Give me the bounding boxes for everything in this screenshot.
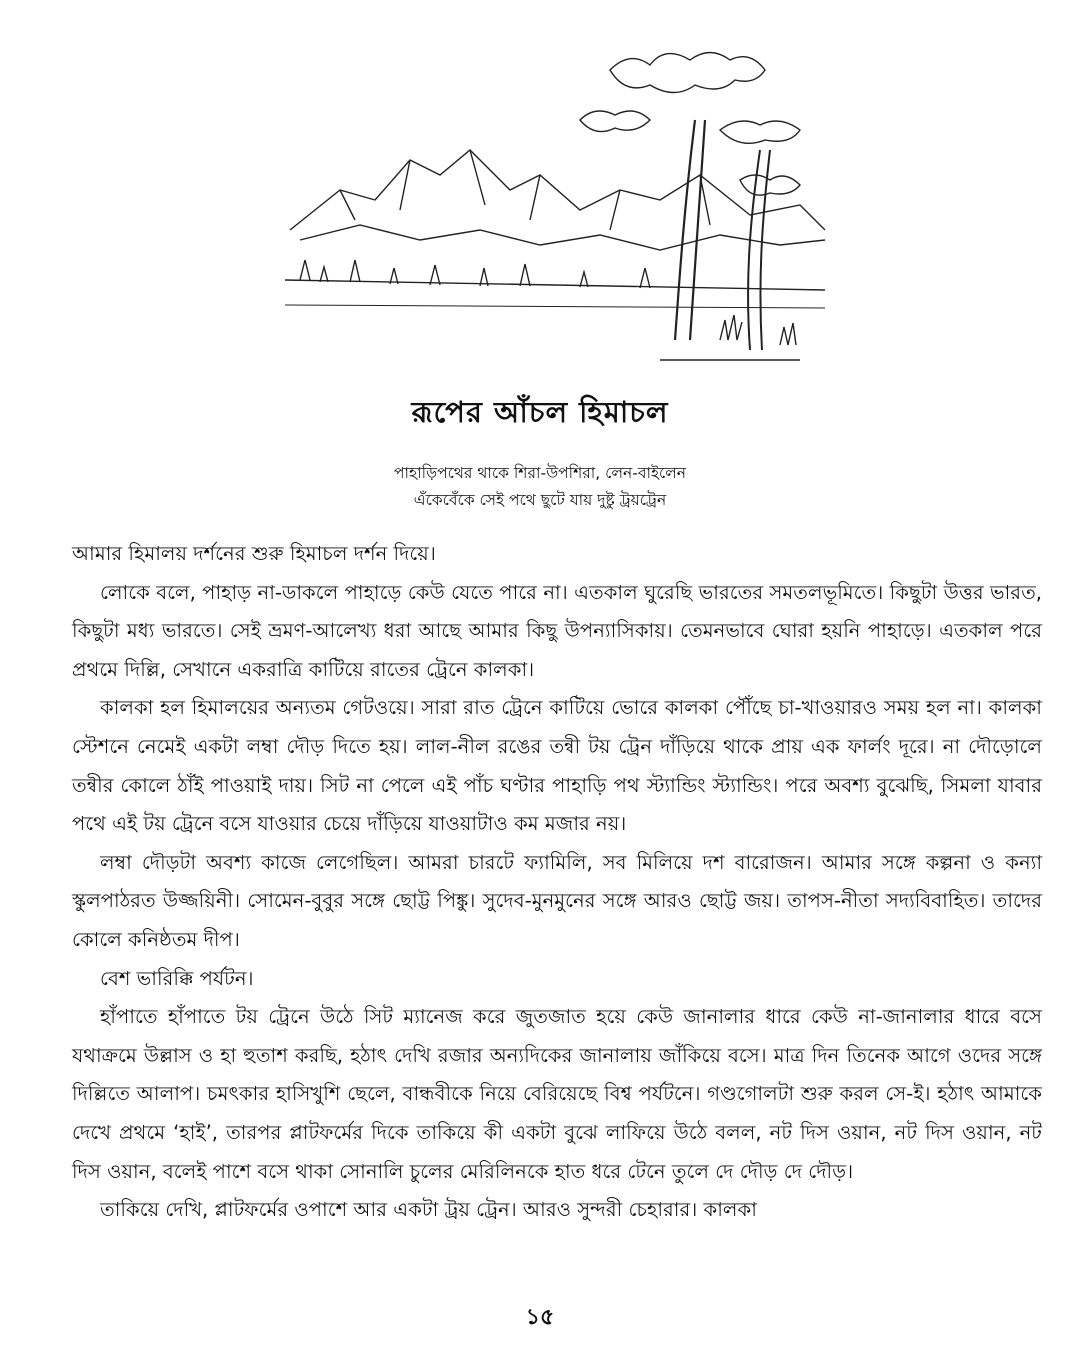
paragraph: বেশ ভারিক্কি পর্যটন। (100, 966, 254, 990)
paragraph: লোকে বলে, পাহাড় না-ডাকলে পাহাড়ে কেউ যেতে পারে না। এতকাল ঘুরেছি ভারতের সমতলভূমিতে। কিছুটা উত্তর ভারত, কিছুটা মধ্য ভারতে। সেই ভ্রমণ-আলেখ্য ধরা আছে আমার কিছু উপন্যাসিকায়। তেমনভাবে ঘোরা হয়নি পাহাড়ে। এতকাল পরে প্রথমে দিল্লি, সেখানে একরাত্রি কাটিয়ে রাতের ট্রেনে কালকা। (72, 580, 1042, 681)
paragraph: তাকিয়ে দেখি, প্লাটফর্মের ওপাশে আর একটা ট্রয় ট্রেন। আরও সুন্দরী চেহারার। কালকা (100, 1198, 757, 1222)
paragraph: আমার হিমালয় দর্শনের শুরু হিমাচল দর্শন দিয়ে। (72, 542, 436, 565)
epigraph-line-2: এঁকেবেঁকে সেই পথে ছুটে যায় দুষ্টু ট্রয়ট্রেন (413, 491, 667, 509)
paragraph: হাঁপাতে হাঁপাতে টয় ট্রেনে উঠে সিট ম্যানেজ করে জুতজাত হয়ে কেউ জানালার ধারে কেউ না-জানালার ধারে বসে যথাক্রমে উল্লাস ও হা হুতাশ করছি, হঠাৎ দেখি রজার অন্যদিকের জানালায় জাঁকিয়ে বসে। মাত্র দিন তিনেক আগে ওদের সঙ্গে দিল্লিতে আলাপ। চমৎকার হাসিখুশি ছেলে, বান্ধবীকে নিয়ে বেরিয়েছে বিশ্ব পর্যটনে। গণ্ডগোলটা শুরু করল সে-ই। হঠাৎ আমাকে দেখে প্রথমে ‘হাই’, তারপর প্লাটফর্মের দিকে তাকিয়ে কী একটা বুঝে লাফিয়ে উঠে বলল, নট দিস ওয়ান, নট দিস ওয়ান, নট দিস ওয়ান, বলেই পাশে বসে থাকা সোনালি চুলের মেরিলিনকে হাত ধরে টেনে তুলে দে দৌড় দে দৌড়। (72, 1005, 1042, 1183)
paragraph: লম্বা দৌড়টা অবশ্য কাজে লেগেছিল। আমরা চারটে ফ্যামিলি, সব মিলিয়ে দশ বারোজন। আমার সঙ্গে কল্পনা ও কন্যা স্কুলপাঠরত উজ্জয়িনী। সোমেন-বুবুর সঙ্গে ছোট্ট পিঙ্কু। সুদেব-মুনমুনের সঙ্গে আরও ছোট্ট জয়। তাপস-নীতা সদ্যবিবাহিত। তাদের কোলে কনিষ্ঠতম দীপ। (72, 850, 1042, 951)
paragraph: কালকা হল হিমালয়ের অন্যতম গেটওয়ে। সারা রাত ট্রেনে কাটিয়ে ভোরে কালকা পৌঁছে চা-খাওয়ারও সময় হল না। কালকা স্টেশনে নেমেই একটা লম্বা দৌড় দিতে হয়। লাল-নীল রঙের তন্বী টয় ট্রেন দাঁড়িয়ে থাকে প্রায় এক ফার্লং দূরে। না দৌড়োলে তন্বীর কোলে ঠাঁই পাওয়াই দায়। সিট না পেলে এই পাঁচ ঘণ্টার পাহাড়ি পথ স্ট্যান্ডিং স্ট্যান্ডিং। পরে অবশ্য বুঝেছি, সিমলা যাবার পথে এই টয় ট্রেনে বসে যাওয়ার চেয়ে দাঁড়িয়ে যাওয়াটাও কম মজার নয়। (72, 696, 1042, 836)
chapter-title: রূপের আঁচল হিমাচল (411, 395, 669, 429)
epigraph-line-1: পাহাড়িপথের থাকে শিরা-উপশিরা, লেন-বাইলেন (393, 464, 687, 482)
body-text (72, 535, 1042, 1230)
page-number: ১৫ (525, 1305, 555, 1330)
mountain-landscape-illustration (280, 40, 840, 370)
epigraph (0, 460, 1080, 514)
